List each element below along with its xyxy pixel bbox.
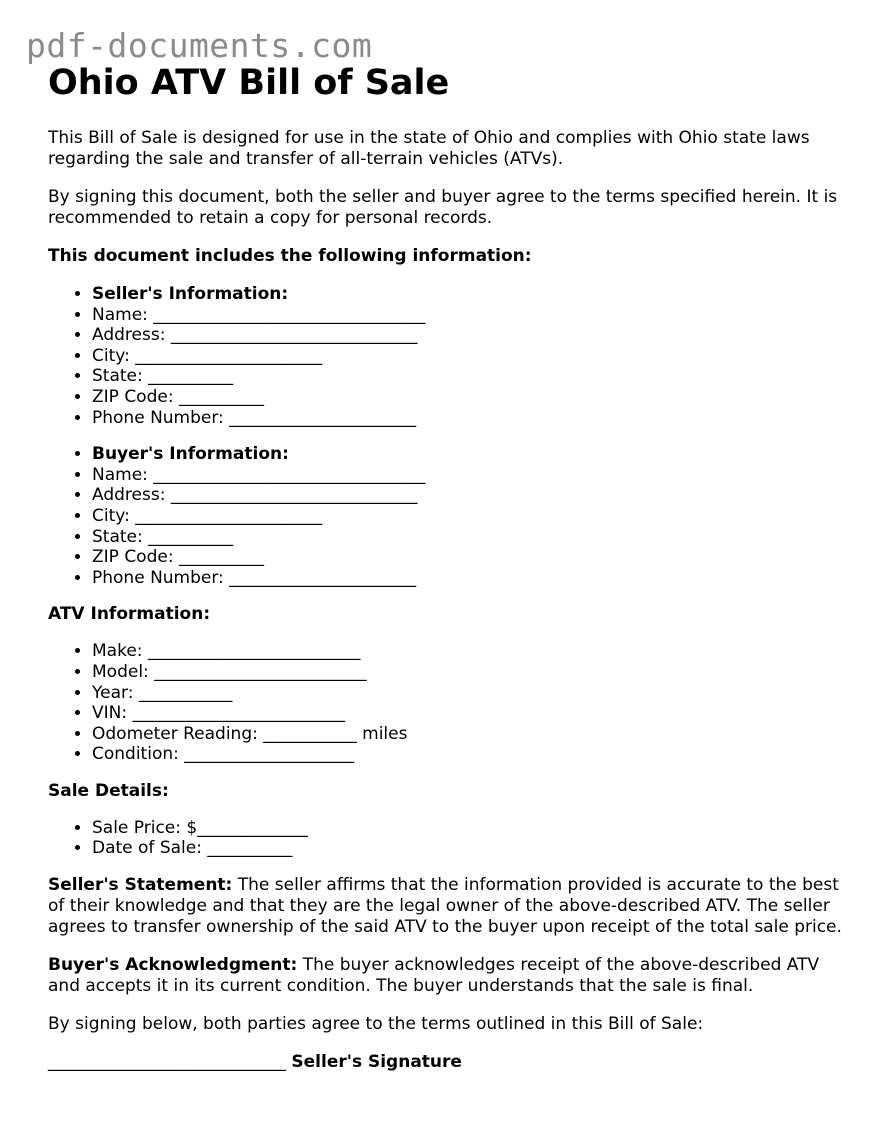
atv-model-field[interactable]: • Model: _________________________ — [92, 662, 848, 683]
page-title: Ohio ATV Bill of Sale — [48, 63, 450, 103]
atv-vin-field[interactable]: • VIN: _________________________ — [92, 703, 848, 724]
seller-info-list — [48, 284, 848, 428]
seller-signature-row — [48, 1052, 848, 1073]
atv-year-field[interactable]: • Year: ___________ — [92, 683, 848, 704]
buyer-address-field[interactable]: • Address: _____________________________ — [92, 485, 848, 506]
buyer-name-field[interactable]: • Name: ________________________________ — [92, 465, 848, 486]
seller-signature-line[interactable]: ____________________________ — [48, 1052, 286, 1073]
atv-condition-field[interactable]: • Condition: ____________________ — [92, 744, 848, 765]
sale-price-field[interactable]: • Sale Price: $_____________ — [92, 818, 848, 839]
seller-zip-field[interactable]: • ZIP Code: __________ — [92, 387, 848, 408]
seller-statement — [48, 875, 848, 938]
buyer-city-field[interactable]: • City: ______________________ — [92, 506, 848, 527]
buyer-heading: • Buyer's Information: — [92, 444, 848, 465]
atv-odometer-field[interactable]: • Odometer Reading: ___________ miles — [92, 724, 848, 745]
buyer-info-list — [48, 444, 848, 588]
sale-details-list — [48, 818, 848, 859]
sale-details-heading: Sale Details: — [48, 780, 169, 801]
buyer-state-field[interactable]: • State: __________ — [92, 527, 848, 548]
buyer-phone-field[interactable]: • Phone Number: ______________________ — [92, 568, 848, 589]
seller-state-field[interactable]: • State: __________ — [92, 366, 848, 387]
watermark: pdf-documents.com — [26, 26, 373, 65]
seller-signature-label: Seller's Signature — [291, 1052, 462, 1073]
document-page — [48, 58, 848, 1073]
seller-phone-field[interactable]: • Phone Number: ______________________ — [92, 408, 848, 429]
seller-statement-label: Seller's Statement: — [48, 875, 233, 896]
buyer-acknowledgment — [48, 955, 848, 997]
seller-statement-text: The seller affirms that the information provided is accurate to the best of their knowledge and that they are the legal owner of the above-described ATV. The seller agrees to transfer ownership of the said ATV to the buyer upon receipt of the total sale price. — [48, 875, 842, 938]
closing-statement: By signing below, both parties agree to the terms outlined in this Bill of Sale: — [48, 1014, 704, 1035]
seller-city-field[interactable]: • City: ______________________ — [92, 346, 848, 367]
seller-name-field[interactable]: • Name: ________________________________ — [92, 305, 848, 326]
intro-paragraph-2: By signing this document, both the seller and buyer agree to the terms specified herein. It is recommended to retain a copy for personal records. — [48, 187, 838, 228]
atv-info-heading: ATV Information: — [48, 604, 211, 625]
includes-heading: This document includes the following information: — [48, 246, 532, 266]
seller-heading: • Seller's Information: — [92, 284, 848, 305]
buyer-zip-field[interactable]: • ZIP Code: __________ — [92, 547, 848, 568]
buyer-ack-text: The buyer acknowledges receipt of the above-described ATV and accepts it in its current condition. The buyer understands that the sale is final. — [48, 955, 820, 997]
buyer-ack-label: Buyer's Acknowledgment: — [48, 955, 298, 976]
seller-address-field[interactable]: • Address: _____________________________ — [92, 325, 848, 346]
atv-info-list — [48, 641, 848, 765]
sale-date-field[interactable]: • Date of Sale: __________ — [92, 838, 848, 859]
intro-paragraph-1: This Bill of Sale is designed for use in the state of Ohio and complies with Ohio state laws regarding the sale and transfer of all-terrain vehicles (ATVs). — [48, 128, 810, 169]
atv-make-field[interactable]: • Make: _________________________ — [92, 641, 848, 662]
